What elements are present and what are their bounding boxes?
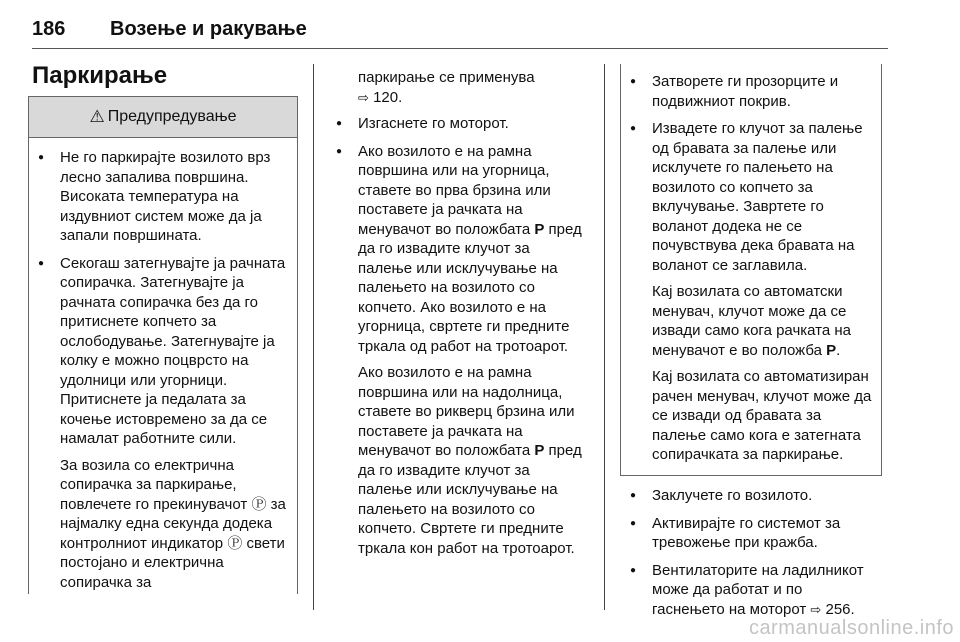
- warning-triangle-icon: ⚠: [89, 107, 105, 126]
- gear-position: P: [534, 220, 545, 238]
- paragraph: ● Секогаш затегнувајте ја рачната сопирачка. Затегнувајте ја рачната сопирачка без да го притиснете копчето за ослободување. Затегнувајте ја колку е можно поцврсто на удолници или угорници. Притиснете ја педалата за кочење истовремено за да се намалат работните сили.: [60, 254, 286, 447]
- list-item: [336, 142, 582, 559]
- list-item: [630, 514, 878, 553]
- paragraph: [652, 282, 878, 360]
- page-header: [32, 10, 888, 50]
- text: Ако возилото е на рамна површина или на угорница, ставете во прва брзина или поставете ја рачката на менувачот во положбата: [358, 142, 551, 238]
- text: Ако возилото е на рамна површина или на надолница, ставете во рикверц брзина или поставете ја рачката на менувачот во положбата: [358, 364, 575, 459]
- gear-position: P: [534, 442, 545, 459]
- warning-title: Предупредување: [107, 108, 237, 125]
- bullet-text: Затворете ги прозорците и подвижниот покрив.: [652, 73, 839, 110]
- parking-brake-indicator-icon: Ⓟ: [227, 534, 243, 552]
- text: .: [836, 341, 841, 359]
- column-3-lower: [630, 486, 878, 627]
- gear-position: P: [826, 341, 837, 359]
- paragraph: [358, 142, 582, 357]
- text: Вентилаторите на ладилникот може да работат и по гаснењето на моторот: [652, 561, 864, 618]
- list-item: [38, 148, 290, 246]
- list-item: [336, 114, 582, 134]
- reference-arrow-icon: ⇨: [358, 89, 369, 105]
- column-2: [336, 68, 582, 566]
- page-number: 186: [32, 18, 66, 40]
- paragraph: [60, 456, 290, 593]
- list-item: [630, 561, 878, 620]
- text: пред да го извадите клучот за палење или исклучување на палењето на возилото со копчето. Ако возилото е на угорница, свртете ги предните тркала од работ на тротоарот.: [358, 220, 582, 355]
- paragraph: Кај возилата со автоматизиран рачен менувач, клучот може да се извади од бравата за палење само кога е затегната сопирачката за паркирање.: [652, 368, 872, 463]
- list-item: [630, 72, 878, 111]
- section-title: Паркирање: [32, 62, 168, 89]
- warning-header: [29, 97, 297, 138]
- paragraph: ● Извадете го клучот за палење од бравата за палење или исклучете го палењето на возилото со копчето за вклучување. Завртете го воланот додека не се почувствува дека бравата на воланот се заглавила.: [652, 120, 863, 274]
- text: Кај возилата со автоматски менувач, клучот може да се извади само кога рачката на менувачот е во положба: [652, 283, 851, 359]
- column-1: [38, 148, 290, 600]
- watermark: carmanualsonline.info: [748, 617, 954, 639]
- text: свети постојано и електрична сопирачка за: [60, 534, 285, 591]
- paragraph: [358, 363, 582, 558]
- reference-arrow-icon: ⇨: [810, 601, 822, 617]
- text: за најмалку една секунда додека контролниот индикатор: [60, 495, 286, 552]
- header-rule: [32, 48, 888, 49]
- bullet-text: Не го паркирајте возилото врз лесно запалива површина. Високата температура на издувниот систем може да ја запали површината.: [60, 149, 271, 244]
- parking-brake-icon: Ⓟ: [251, 495, 267, 513]
- bullet-text: Заклучете го возилото.: [652, 487, 813, 504]
- continued-text: [336, 68, 582, 107]
- column-3: [630, 72, 878, 473]
- chapter-title: Возење и ракување: [110, 18, 307, 40]
- page-reference: 256.: [825, 600, 855, 618]
- column-divider: [313, 64, 314, 610]
- text: паркирање се применува: [358, 69, 535, 86]
- bullet-text: Изгаснете го моторот.: [358, 115, 509, 132]
- text: пред да го извадите клучот за палење или исклучување на палењето на возилото со копчето. Свртете ги предните тркала кон работ на тротоарот.: [358, 442, 582, 557]
- page-reference: 120.: [373, 88, 403, 106]
- column-divider: [604, 64, 605, 610]
- bullet-text: Активирајте го системот за тревожење при кражба.: [652, 514, 841, 551]
- list-item: [630, 119, 878, 465]
- list-item: [38, 254, 290, 593]
- list-item: [630, 486, 878, 506]
- text: За возила со електрична сопирачка за паркирање, повлечете го прекинувачот: [60, 456, 248, 513]
